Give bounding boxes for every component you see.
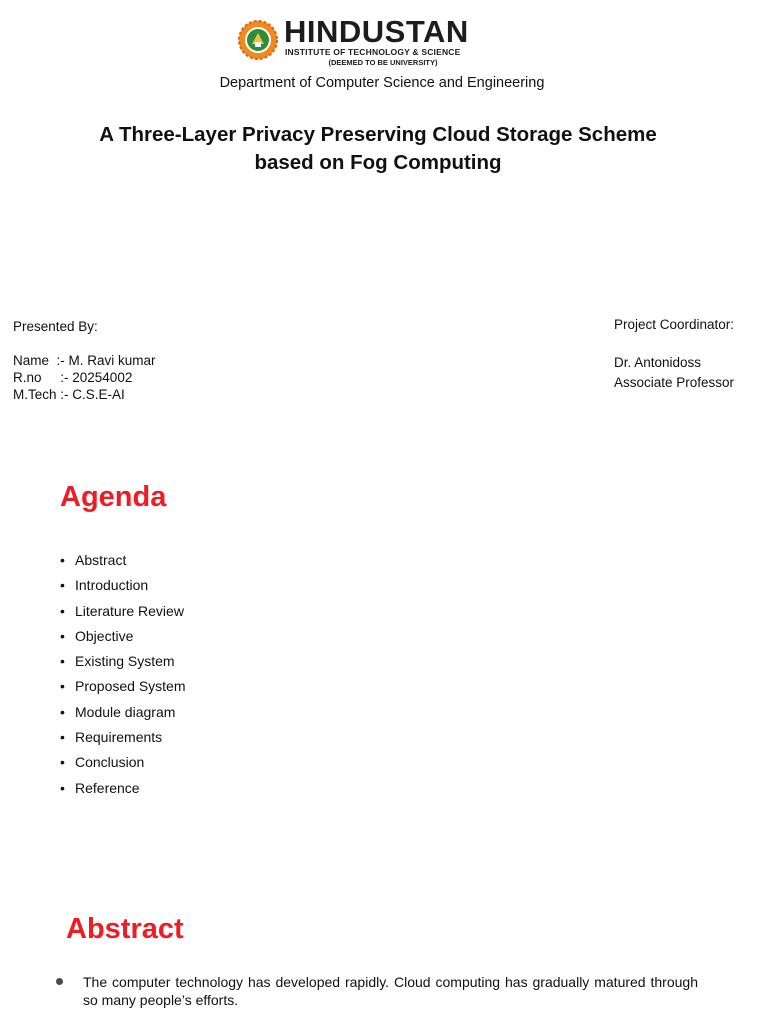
- bullet-icon: •: [60, 552, 65, 568]
- institution-emblem-icon: [238, 20, 278, 60]
- title-line-2: based on Fog Computing: [254, 151, 502, 174]
- agenda-item: [60, 575, 186, 600]
- agenda-item: [60, 727, 186, 752]
- bullet-icon: •: [60, 754, 65, 771]
- agenda-list: [60, 550, 186, 803]
- institution-name: HINDUSTAN: [284, 14, 469, 49]
- agenda-item-label: Objective: [75, 627, 134, 644]
- bullet-icon: •: [60, 627, 65, 644]
- abstract-heading: Abstract: [66, 913, 184, 945]
- presenter-heading: Presented By:: [13, 319, 98, 334]
- agenda-item: [60, 651, 186, 676]
- agenda-item-label: Literature Review: [75, 602, 184, 619]
- bullet-icon: •: [60, 703, 65, 720]
- agenda-item: [60, 601, 186, 626]
- department-name: Department of Computer Science and Engineering: [219, 75, 545, 91]
- agenda-item-label: Module diagram: [75, 703, 176, 720]
- agenda-item: [60, 752, 186, 777]
- agenda-item-label: Existing System: [75, 653, 175, 670]
- institution-status: (DEEMED TO BE UNIVERSITY): [328, 58, 438, 67]
- agenda-item: [60, 702, 186, 727]
- bullet-icon: •: [60, 678, 65, 695]
- presenter-rno: R.no :- 20254002: [13, 370, 133, 385]
- agenda-heading: Agenda: [60, 481, 167, 513]
- bullet-icon: •: [60, 577, 65, 594]
- presenter-name: Name :- M. Ravi kumar: [13, 353, 156, 368]
- bullet-icon: •: [60, 653, 65, 670]
- coordinator-heading: Project Coordinator:: [614, 317, 735, 332]
- institution-subtitle: INSTITUTE OF TECHNOLOGY & SCIENCE: [285, 47, 461, 57]
- bullet-icon: •: [60, 729, 65, 746]
- agenda-item: [60, 626, 186, 651]
- abstract-text: The computer technology has developed rapidly. Cloud computing has gradually matured through so many people’s efforts.: [83, 974, 698, 1008]
- institution-logo: [238, 14, 488, 68]
- presenter-program: M.Tech :- C.S.E-AI: [13, 387, 125, 402]
- agenda-item-label: Conclusion: [75, 754, 145, 771]
- agenda-item-label: Proposed System: [75, 678, 186, 695]
- coordinator-role: Associate Professor: [614, 375, 735, 390]
- agenda-item: [60, 778, 186, 803]
- agenda-item-label: Abstract: [75, 552, 127, 568]
- agenda-item-label: Introduction: [75, 577, 149, 594]
- agenda-item: [60, 550, 186, 575]
- bullet-icon: [56, 978, 63, 985]
- page-title: [40, 121, 716, 177]
- agenda-item-label: Requirements: [75, 729, 163, 746]
- coordinator-name: Dr. Antonidoss: [614, 355, 702, 370]
- title-line-1: A Three-Layer Privacy Preserving Cloud Storage Scheme: [99, 123, 657, 146]
- bullet-icon: •: [60, 602, 65, 619]
- agenda-item-label: Reference: [75, 779, 140, 796]
- bullet-icon: •: [60, 779, 65, 796]
- agenda-item: [60, 676, 186, 701]
